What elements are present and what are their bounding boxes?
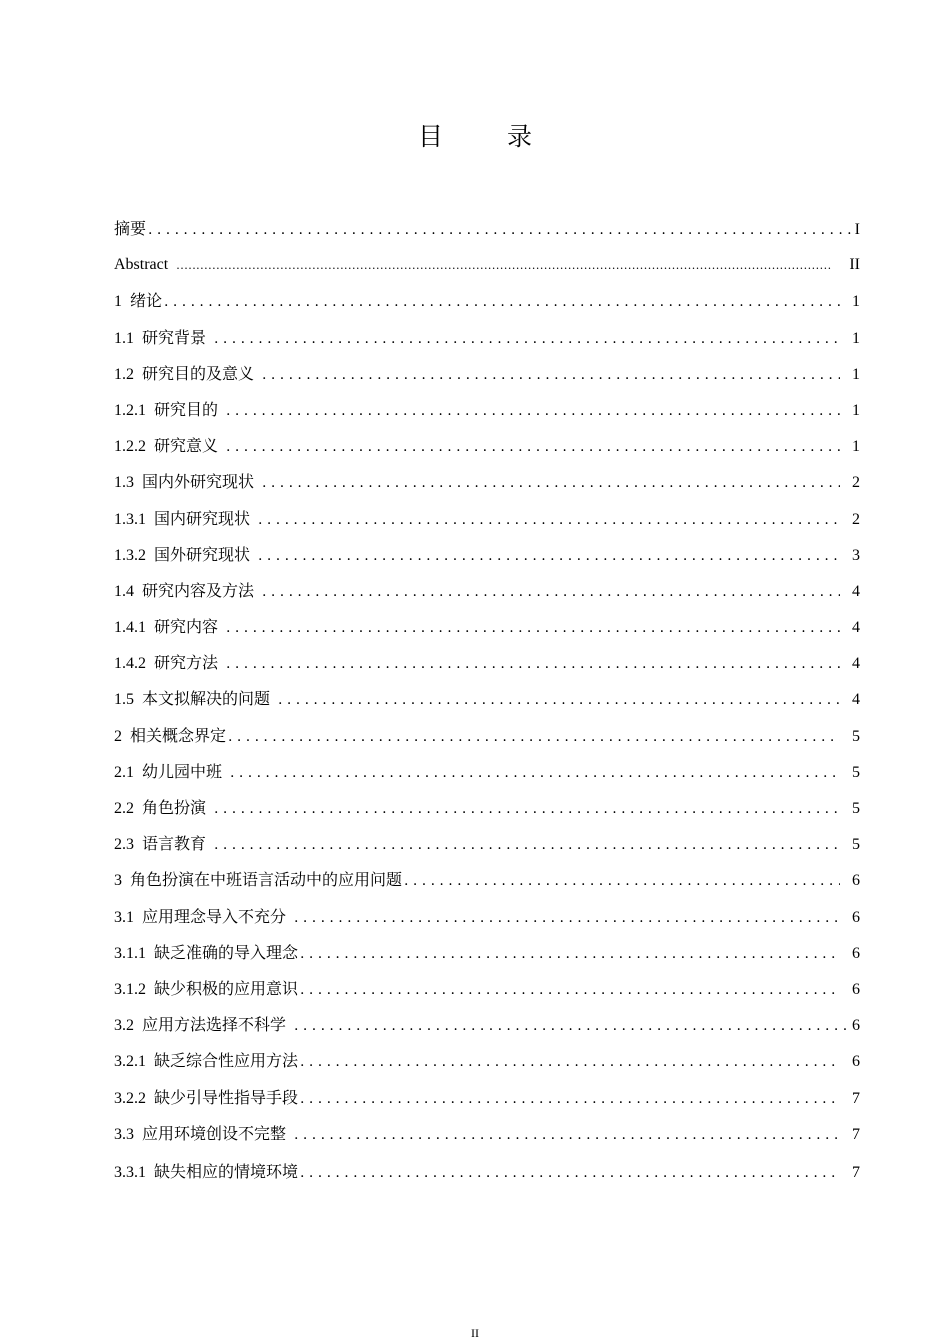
toc-entry-text: 本文拟解决的问题 [142, 689, 271, 709]
toc-leader-dots [294, 900, 840, 936]
toc-entry-number: 1.4.1 [114, 619, 146, 637]
toc-entry-text: 缺乏准确的导入理念 [154, 942, 299, 962]
toc-leader-dots [300, 1155, 840, 1191]
toc-entry-page: 4 [852, 655, 860, 673]
toc-entry-number: 1 [114, 293, 122, 311]
toc-entry-2-1[interactable] [114, 754, 860, 790]
toc-leader-dots [294, 1117, 840, 1153]
toc-entry-text: 缺失相应的情境环境 [154, 1161, 299, 1181]
toc-leader-dots [258, 538, 840, 574]
toc-leader-dots [404, 863, 840, 899]
toc-entry-number: 1.2.1 [114, 401, 146, 419]
toc-entry-1-4-2[interactable] [114, 645, 860, 681]
toc-entry-number: 3.2 [114, 1017, 134, 1035]
toc-leader-dots [228, 719, 840, 755]
toc-entry-abstract-en[interactable] [114, 247, 860, 283]
toc-entry-number: 1.3.1 [114, 510, 146, 528]
toc-entry-text: 研究目的 [154, 399, 219, 419]
toc-entry-number: 3.1 [114, 908, 134, 926]
toc-entry-number: 3.3 [114, 1125, 134, 1143]
toc-leader-dots [230, 755, 840, 791]
toc-entry-page: II [849, 256, 860, 274]
toc-entry-number: 2 [114, 727, 122, 745]
toc-leader-dots [226, 429, 840, 465]
table-of-contents [114, 211, 860, 1190]
toc-entry-abstract-cn[interactable] [114, 211, 860, 247]
toc-entry-number: 3 [114, 872, 122, 890]
toc-leader-dots [214, 791, 840, 827]
toc-entry-text: 幼儿园中班 [142, 761, 223, 781]
toc-entry-page: 2 [852, 474, 860, 492]
toc-entry-page: 5 [852, 727, 860, 745]
toc-entry-text: 缺少引导性指导手段 [154, 1087, 299, 1107]
toc-entry-number: 1.3.2 [114, 546, 146, 564]
toc-entry-3-1-2[interactable] [114, 971, 860, 1007]
toc-leader-dots [300, 972, 840, 1008]
toc-entry-page: 4 [852, 582, 860, 600]
toc-entry-text: 应用环境创设不完整 [142, 1123, 287, 1143]
toc-entry-text: 绪论 [130, 291, 163, 311]
toc-entry-page: 5 [852, 836, 860, 854]
toc-entry-number: 1.2.2 [114, 438, 146, 456]
toc-entry-page: 7 [852, 1163, 860, 1181]
toc-entry-number: 3.3.1 [114, 1163, 146, 1181]
toc-entry-text: 缺乏综合性应用方法 [154, 1051, 299, 1071]
toc-entry-text: 应用方法选择不科学 [142, 1015, 287, 1035]
toc-entry-page: 6 [852, 944, 860, 962]
toc-entry-number: 1.3 [114, 474, 134, 492]
toc-entry-number: 2.1 [114, 763, 134, 781]
toc-entry-3-1[interactable] [114, 899, 860, 935]
toc-leader-dots [300, 1044, 840, 1080]
toc-entry-1-1[interactable] [114, 320, 860, 356]
toc-entry-page: 6 [852, 980, 860, 998]
toc-entry-page: 5 [852, 763, 860, 781]
toc-leader-dots [262, 357, 840, 393]
toc-entry-1-3-2[interactable] [114, 537, 860, 573]
toc-entry-text: 角色扮演 [142, 798, 207, 817]
toc-entry-2[interactable] [114, 718, 860, 754]
toc-leader-dots [164, 284, 840, 320]
toc-entry-number: 1.4 [114, 582, 134, 600]
toc-entry-1-5[interactable] [114, 681, 860, 717]
toc-entry-number: 3.2.1 [114, 1053, 146, 1071]
toc-entry-page: 1 [852, 401, 860, 419]
toc-leader-dots [262, 465, 840, 501]
toc-entry-2-3[interactable] [114, 826, 860, 862]
toc-entry-page: 4 [852, 691, 860, 709]
toc-entry-number: 1.4.2 [114, 655, 146, 673]
toc-entry-page: 6 [852, 872, 860, 890]
toc-entry-number: 1.1 [114, 329, 134, 347]
toc-entry-3-1-1[interactable] [114, 935, 860, 971]
toc-entry-text: 研究背景 [142, 327, 207, 347]
toc-entry-page: 1 [852, 365, 860, 383]
toc-entry-page: 2 [852, 510, 860, 528]
toc-entry-text: Abstract [114, 256, 169, 274]
toc-entry-text: 缺少积极的应用意识 [154, 978, 299, 998]
toc-entry-1-4[interactable] [114, 573, 860, 609]
toc-entry-text: 研究内容 [154, 617, 219, 637]
toc-entry-3-3-1[interactable] [114, 1154, 860, 1190]
toc-leader-dots [226, 610, 840, 646]
toc-entry-text: 语言教育 [142, 834, 207, 854]
toc-entry-page: 7 [852, 1125, 860, 1143]
toc-leader-dots [214, 827, 840, 863]
toc-entry-text: 研究目的及意义 [142, 363, 255, 383]
toc-entry-text: 角色扮演在中班语言活动中的应用问题 [130, 870, 403, 890]
toc-leader-dots [226, 393, 840, 429]
toc-entry-1-2-2[interactable] [114, 428, 860, 464]
toc-entry-number: 1.5 [114, 691, 134, 709]
toc-entry-page: 1 [852, 438, 860, 456]
toc-entry-page: 1 [852, 329, 860, 347]
toc-entry-page: 1 [852, 293, 860, 311]
toc-entry-1[interactable] [114, 283, 860, 319]
toc-entry-1-4-1[interactable] [114, 609, 860, 645]
toc-leader-dots [300, 1081, 840, 1117]
toc-entry-number: 1.2 [114, 365, 134, 383]
toc-leader-dots [176, 248, 832, 284]
toc-entry-1-2-1[interactable] [114, 392, 860, 428]
toc-entry-number: 3.2.2 [114, 1089, 146, 1107]
footer-page-number: II [471, 1326, 479, 1340]
toc-entry-text: 研究方法 [154, 653, 219, 673]
toc-entry-page: 4 [852, 619, 860, 637]
toc-entry-page: 6 [852, 1053, 860, 1071]
toc-entry-text: 国内外研究现状 [142, 472, 255, 492]
toc-entry-3[interactable] [114, 862, 860, 898]
toc-entry-text: 国外研究现状 [154, 544, 251, 564]
toc-leader-dots [278, 682, 840, 718]
toc-entry-number: 3.1.1 [114, 944, 146, 962]
toc-leader-dots [258, 502, 840, 538]
toc-leader-dots [294, 1008, 850, 1044]
toc-leader-dots [300, 936, 840, 972]
toc-entry-3-3[interactable] [114, 1116, 860, 1152]
toc-leader-dots [214, 321, 840, 357]
toc-entry-page: I [854, 221, 860, 238]
toc-entry-text: 研究内容及方法 [142, 580, 255, 600]
toc-entry-2-2[interactable] [114, 790, 860, 826]
toc-entry-number: 3.1.2 [114, 980, 146, 998]
toc-entry-3-2-2[interactable] [114, 1080, 860, 1116]
toc-entry-1-2[interactable] [114, 356, 860, 392]
toc-entry-text: 研究意义 [154, 436, 219, 456]
toc-entry-3-2-1[interactable] [114, 1043, 860, 1079]
toc-entry-1-3[interactable] [114, 464, 860, 500]
toc-entry-1-3-1[interactable] [114, 501, 860, 537]
toc-entry-text: 摘要 [114, 219, 147, 238]
toc-entry-page: 7 [852, 1089, 860, 1107]
toc-entry-page: 5 [852, 800, 860, 817]
toc-entry-number: 2.3 [114, 836, 134, 854]
toc-entry-page: 3 [852, 546, 860, 564]
toc-entry-page: 6 [852, 908, 860, 926]
page-title: 目 录 [418, 122, 560, 151]
toc-leader-dots [148, 212, 852, 248]
toc-entry-number: 2.2 [114, 800, 134, 817]
toc-entry-text: 国内研究现状 [154, 508, 251, 528]
toc-entry-page: 6 [852, 1017, 860, 1035]
toc-leader-dots [226, 646, 840, 682]
toc-leader-dots [262, 574, 840, 610]
toc-entry-3-2[interactable] [114, 1007, 860, 1043]
toc-entry-text: 应用理念导入不充分 [142, 906, 287, 926]
toc-entry-text: 相关概念界定 [130, 725, 227, 745]
